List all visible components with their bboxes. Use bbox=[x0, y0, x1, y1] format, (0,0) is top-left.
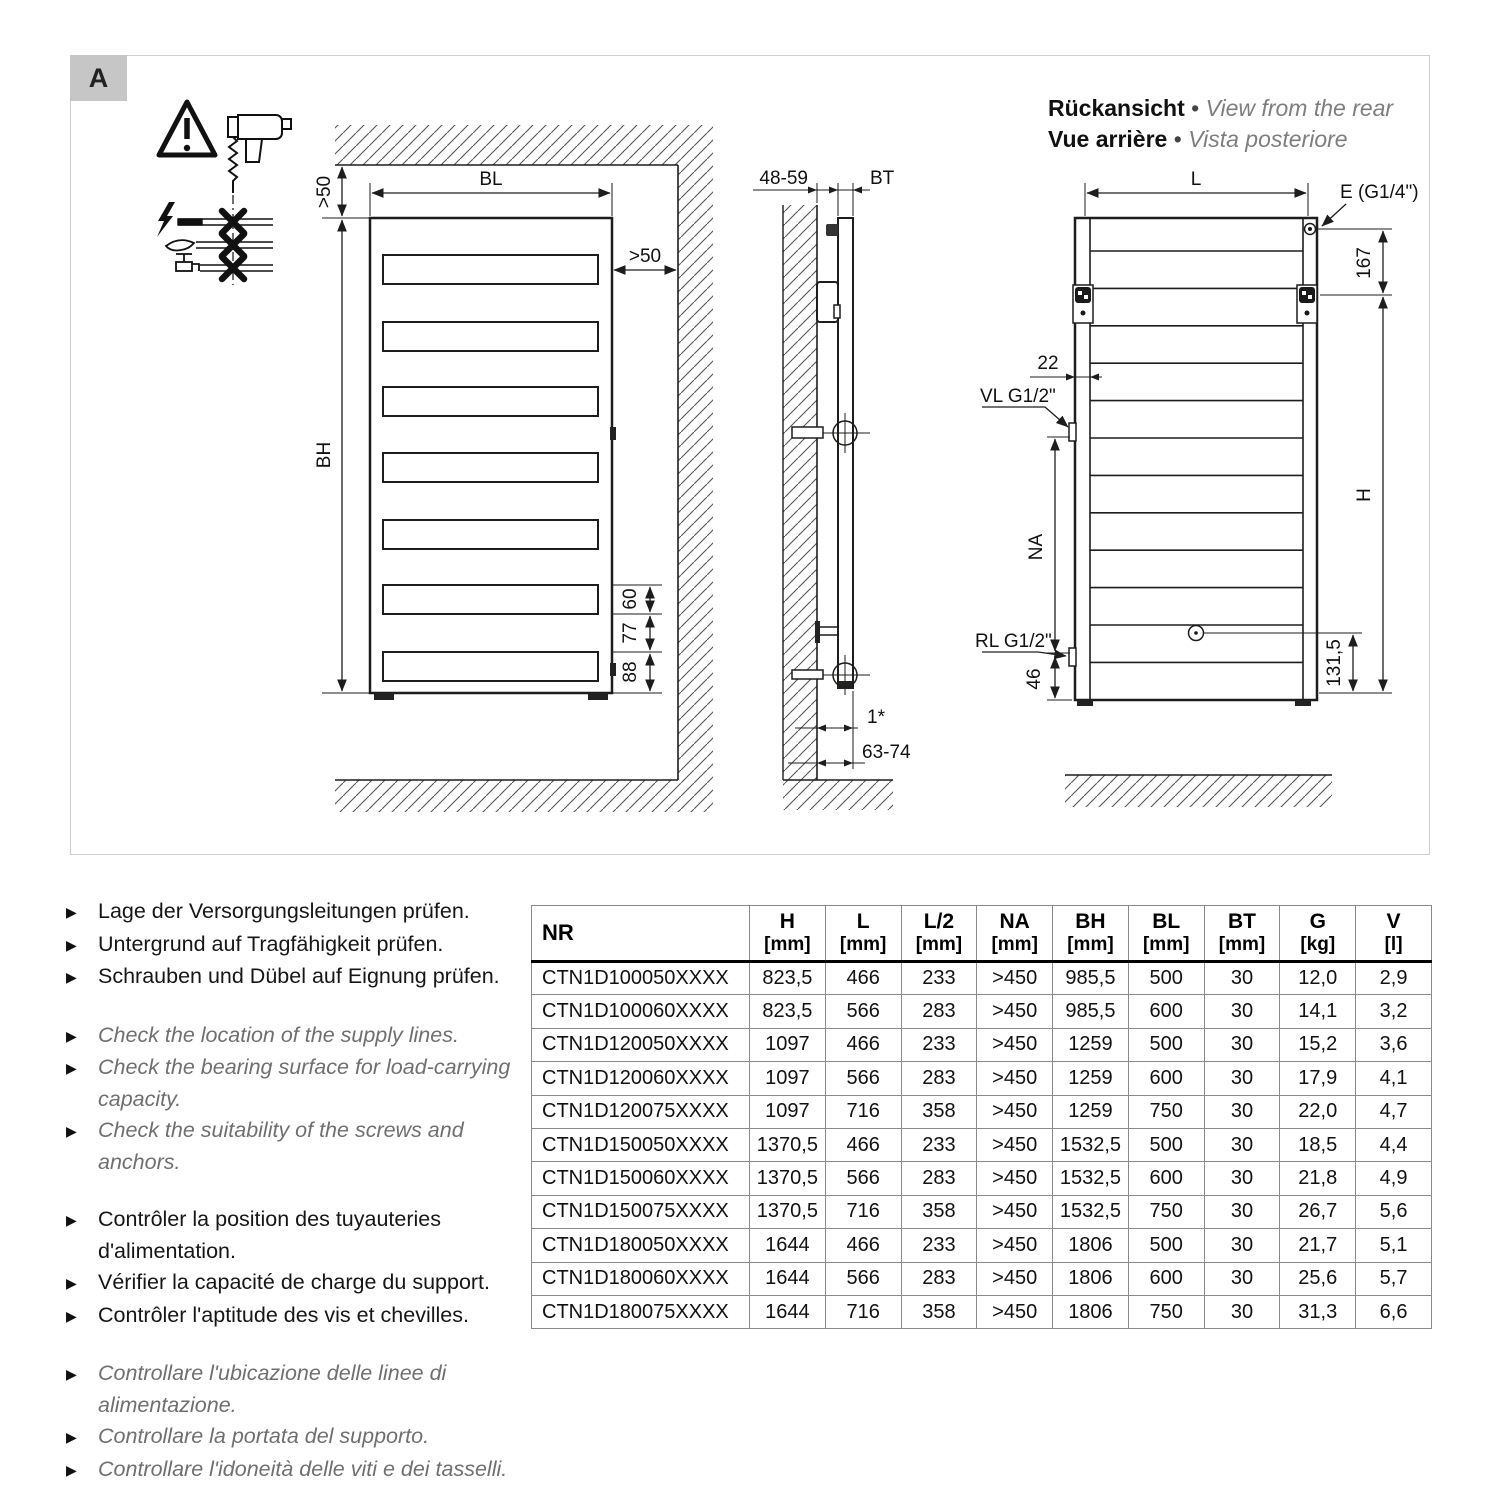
warning-icons bbox=[157, 102, 291, 285]
table-row bbox=[532, 995, 1432, 1028]
wall-pipe-stub-lower bbox=[792, 670, 823, 679]
value-cell: 566 bbox=[825, 995, 901, 1028]
column-header-na: NA [mm] bbox=[977, 906, 1053, 962]
value-cell: 3,2 bbox=[1356, 995, 1432, 1028]
panel-label: A bbox=[70, 55, 127, 101]
model-number-cell: CTN1D180050XXXX bbox=[532, 1229, 750, 1262]
value-cell: 1370,5 bbox=[750, 1195, 826, 1228]
wall-section-hatch bbox=[783, 205, 817, 780]
bullet-triangle-icon: ▶ bbox=[66, 1366, 77, 1382]
spec-table-header-row bbox=[532, 906, 1432, 962]
value-cell: 4,1 bbox=[1356, 1062, 1432, 1095]
value-cell: 5,6 bbox=[1356, 1195, 1432, 1228]
value-cell: 500 bbox=[1128, 1229, 1204, 1262]
value-cell: 5,7 bbox=[1356, 1262, 1432, 1295]
model-number-cell: CTN1D180075XXXX bbox=[532, 1295, 750, 1328]
value-cell: 466 bbox=[825, 1128, 901, 1161]
value-cell: >450 bbox=[977, 1128, 1053, 1161]
instruction-item bbox=[66, 929, 536, 962]
instruction-item bbox=[66, 1421, 536, 1454]
table-row bbox=[532, 1062, 1432, 1095]
floor-hatch bbox=[335, 780, 713, 812]
caption-separator: • bbox=[1173, 126, 1182, 152]
bullet-triangle-icon: ▶ bbox=[66, 1123, 77, 1139]
value-cell: 750 bbox=[1128, 1195, 1204, 1228]
dim-top-clearance-label: >50 bbox=[314, 175, 335, 209]
value-cell: 1532,5 bbox=[1053, 1195, 1129, 1228]
value-cell: 3,6 bbox=[1356, 1028, 1432, 1061]
table-row bbox=[532, 1028, 1432, 1061]
instruction-group-de bbox=[66, 896, 536, 994]
rear-view-caption bbox=[1048, 93, 1393, 155]
mounting-bracket-right bbox=[1297, 285, 1317, 323]
spec-table-container bbox=[531, 905, 1432, 1329]
front-bar bbox=[383, 255, 598, 284]
value-cell: 358 bbox=[901, 1095, 977, 1128]
instruction-group-it bbox=[66, 1358, 536, 1486]
value-cell: >450 bbox=[977, 995, 1053, 1028]
column-header-bh: BH [mm] bbox=[1053, 906, 1129, 962]
value-cell: 466 bbox=[825, 1229, 901, 1262]
table-row bbox=[532, 1195, 1432, 1228]
side-view bbox=[753, 168, 911, 810]
value-cell: 1644 bbox=[750, 1262, 826, 1295]
value-cell: 22,0 bbox=[1280, 1095, 1356, 1128]
dim-bl-label: BL bbox=[479, 169, 503, 190]
instruction-item bbox=[66, 1358, 536, 1421]
value-cell: 1644 bbox=[750, 1229, 826, 1262]
instruction-group-en bbox=[66, 1020, 536, 1179]
instruction-item bbox=[66, 1052, 536, 1115]
value-cell: 566 bbox=[825, 1062, 901, 1095]
value-cell: >450 bbox=[977, 1262, 1053, 1295]
dim-l-label: L bbox=[1190, 169, 1202, 190]
model-number-cell: CTN1D150060XXXX bbox=[532, 1162, 750, 1195]
table-row bbox=[532, 1229, 1432, 1262]
instruction-item bbox=[66, 896, 536, 929]
value-cell: 283 bbox=[901, 1062, 977, 1095]
instruction-item bbox=[66, 1300, 536, 1333]
dim-bh-label: BH bbox=[314, 441, 335, 469]
value-cell: 823,5 bbox=[750, 962, 826, 995]
column-header-l: L [mm] bbox=[825, 906, 901, 962]
value-cell: 4,7 bbox=[1356, 1095, 1432, 1128]
value-cell: 1259 bbox=[1053, 1028, 1129, 1061]
value-cell: 1532,5 bbox=[1053, 1162, 1129, 1195]
instruction-text: Contrôler la position des tuyauteries d'alimentation. bbox=[98, 1207, 441, 1263]
value-cell: 1097 bbox=[750, 1028, 826, 1061]
instruction-text: Controllare l'ubicazione delle linee di alimentazione. bbox=[98, 1361, 447, 1417]
bullet-triangle-icon: ▶ bbox=[66, 936, 77, 953]
value-cell: 30 bbox=[1204, 1162, 1280, 1195]
wall-hatch bbox=[678, 165, 713, 780]
return-connection bbox=[1069, 648, 1076, 666]
value-cell: 750 bbox=[1128, 1095, 1204, 1128]
vent-label: E (G1/4") bbox=[1340, 182, 1419, 203]
value-cell: 600 bbox=[1128, 1262, 1204, 1295]
value-cell: 30 bbox=[1204, 1028, 1280, 1061]
value-cell: 1806 bbox=[1053, 1262, 1129, 1295]
front-bar bbox=[383, 585, 598, 614]
value-cell: 600 bbox=[1128, 1162, 1204, 1195]
value-cell: 26,7 bbox=[1280, 1195, 1356, 1228]
model-number-cell: CTN1D120075XXXX bbox=[532, 1095, 750, 1128]
instruction-group-fr bbox=[66, 1204, 536, 1332]
caption-fr: Vue arrière bbox=[1048, 126, 1168, 152]
value-cell: 2,9 bbox=[1356, 962, 1432, 995]
instruction-text: Controllare l'idoneità delle viti e dei tasselli. bbox=[98, 1456, 508, 1481]
value-cell: 566 bbox=[825, 1162, 901, 1195]
value-cell: 4,4 bbox=[1356, 1128, 1432, 1161]
value-cell: 1806 bbox=[1053, 1295, 1129, 1328]
value-cell: 233 bbox=[901, 1028, 977, 1061]
value-cell: 500 bbox=[1128, 1028, 1204, 1061]
side-tab bbox=[610, 663, 616, 676]
front-bar bbox=[383, 453, 598, 482]
value-cell: >450 bbox=[977, 1062, 1053, 1095]
faucet-icon bbox=[176, 254, 199, 271]
value-cell: 17,9 bbox=[1280, 1062, 1356, 1095]
front-bar bbox=[383, 322, 598, 351]
value-cell: 30 bbox=[1204, 1262, 1280, 1295]
dim-88-label: 88 bbox=[620, 661, 641, 683]
radiator-foot bbox=[374, 693, 394, 700]
value-cell: 233 bbox=[901, 1229, 977, 1262]
table-row bbox=[532, 1095, 1432, 1128]
bullet-triangle-icon: ▶ bbox=[66, 1461, 77, 1478]
column-header-l2: L/2 [mm] bbox=[901, 906, 977, 962]
bullet-triangle-icon: ▶ bbox=[66, 1275, 77, 1291]
caption-line-2 bbox=[1048, 124, 1393, 155]
vent-side-fitting bbox=[826, 224, 838, 236]
dim-77-label: 77 bbox=[620, 622, 641, 644]
instruction-text: Contrôler l'aptitude des vis et chevilles. bbox=[98, 1302, 469, 1327]
value-cell: 1097 bbox=[750, 1095, 826, 1128]
value-cell: 30 bbox=[1204, 1062, 1280, 1095]
dim-wall-distance-label: 48-59 bbox=[759, 168, 808, 189]
value-cell: 31,3 bbox=[1280, 1295, 1356, 1328]
column-header-bl: BL [mm] bbox=[1128, 906, 1204, 962]
table-row bbox=[532, 962, 1432, 995]
caption-en: View from the rear bbox=[1205, 95, 1394, 121]
value-cell: 985,5 bbox=[1053, 962, 1129, 995]
instruction-text: Controllare la portata del supporto. bbox=[98, 1424, 430, 1448]
column-header-v: V [l] bbox=[1356, 906, 1432, 962]
instruction-item bbox=[66, 1115, 536, 1178]
bullet-triangle-icon: ▶ bbox=[66, 1429, 77, 1445]
dim-side-clearance-label: >50 bbox=[628, 246, 662, 267]
instruction-item bbox=[66, 1204, 536, 1267]
model-number-cell: CTN1D150050XXXX bbox=[532, 1128, 750, 1161]
value-cell: 1097 bbox=[750, 1062, 826, 1095]
value-cell: >450 bbox=[977, 1195, 1053, 1228]
value-cell: 5,1 bbox=[1356, 1229, 1432, 1262]
bullet-triangle-icon: ▶ bbox=[66, 969, 77, 985]
value-cell: 466 bbox=[825, 1028, 901, 1061]
value-cell: 716 bbox=[825, 1095, 901, 1128]
radiator-foot bbox=[1295, 700, 1311, 706]
value-cell: >450 bbox=[977, 1229, 1053, 1262]
column-header-g: G [kg] bbox=[1280, 906, 1356, 962]
dim-131-label: 131,5 bbox=[1324, 639, 1345, 687]
value-cell: 1370,5 bbox=[750, 1128, 826, 1161]
value-cell: 283 bbox=[901, 1262, 977, 1295]
dim-h-label: H bbox=[1354, 488, 1375, 502]
value-cell: 1532,5 bbox=[1053, 1128, 1129, 1161]
supply-connection bbox=[1069, 423, 1076, 441]
spec-table-body bbox=[532, 962, 1432, 1329]
instruction-text: Lage der Versorgungsleitungen prüfen. bbox=[98, 899, 470, 923]
bullet-triangle-icon: ▶ bbox=[66, 1027, 77, 1044]
instruction-lists bbox=[66, 896, 536, 1512]
value-cell: 566 bbox=[825, 1262, 901, 1295]
instruction-text: Schrauben und Dübel auf Eignung prüfen. bbox=[98, 964, 500, 988]
value-cell: 12,0 bbox=[1280, 962, 1356, 995]
dim-60-label: 60 bbox=[620, 588, 641, 610]
value-cell: 1259 bbox=[1053, 1095, 1129, 1128]
value-cell: 716 bbox=[825, 1195, 901, 1228]
value-cell: 4,9 bbox=[1356, 1162, 1432, 1195]
value-cell: 283 bbox=[901, 1162, 977, 1195]
table-row bbox=[532, 1162, 1432, 1195]
value-cell: 750 bbox=[1128, 1295, 1204, 1328]
value-cell: 1259 bbox=[1053, 1062, 1129, 1095]
model-number-cell: CTN1D120050XXXX bbox=[532, 1028, 750, 1061]
value-cell: 30 bbox=[1204, 1195, 1280, 1228]
value-cell: 14,1 bbox=[1280, 995, 1356, 1028]
instruction-item bbox=[66, 1020, 536, 1053]
value-cell: 823,5 bbox=[750, 995, 826, 1028]
value-cell: 466 bbox=[825, 962, 901, 995]
column-header-h: H [mm] bbox=[750, 906, 826, 962]
bullet-triangle-icon: ▶ bbox=[66, 1060, 77, 1076]
caption-de: Rückansicht bbox=[1048, 95, 1185, 121]
model-number-cell: CTN1D120060XXXX bbox=[532, 1062, 750, 1095]
supply-label: VL G1/2" bbox=[980, 386, 1056, 407]
flame-icon bbox=[166, 240, 194, 250]
value-cell: 1644 bbox=[750, 1295, 826, 1328]
wall-bracket-lower bbox=[815, 621, 820, 643]
table-row bbox=[532, 1262, 1432, 1295]
dim-46-label: 46 bbox=[1024, 668, 1045, 690]
front-bar bbox=[383, 652, 598, 681]
value-cell: 283 bbox=[901, 995, 977, 1028]
dim-bt-label: BT bbox=[870, 168, 895, 189]
value-cell: 30 bbox=[1204, 1229, 1280, 1262]
dim-22-label: 22 bbox=[1037, 353, 1059, 374]
floor-hatch bbox=[1065, 775, 1332, 807]
value-cell: 716 bbox=[825, 1295, 901, 1328]
dim-foot-label: 1* bbox=[867, 707, 885, 728]
model-number-cell: CTN1D100060XXXX bbox=[532, 995, 750, 1028]
ceiling-hatch bbox=[335, 125, 713, 165]
value-cell: 30 bbox=[1204, 962, 1280, 995]
value-cell: 233 bbox=[901, 1128, 977, 1161]
value-cell: 1370,5 bbox=[750, 1162, 826, 1195]
model-number-cell: CTN1D150075XXXX bbox=[532, 1195, 750, 1228]
table-row bbox=[532, 1128, 1432, 1161]
value-cell: >450 bbox=[977, 962, 1053, 995]
floor-hatch bbox=[783, 780, 893, 810]
radiator-foot bbox=[1077, 700, 1093, 706]
caption-line-1 bbox=[1048, 93, 1393, 124]
technical-drawing bbox=[70, 55, 1430, 855]
front-bar bbox=[383, 520, 598, 549]
bullet-triangle-icon: ▶ bbox=[66, 1307, 77, 1324]
dim-na-label: NA bbox=[1026, 533, 1047, 561]
wall-pipe-stub-upper bbox=[792, 427, 823, 438]
value-cell: >450 bbox=[977, 1295, 1053, 1328]
instruction-item bbox=[66, 1267, 536, 1300]
value-cell: 21,8 bbox=[1280, 1162, 1356, 1195]
drill-bit-icon bbox=[229, 137, 237, 193]
value-cell: >450 bbox=[977, 1162, 1053, 1195]
value-cell: 600 bbox=[1128, 1062, 1204, 1095]
value-cell: 500 bbox=[1128, 962, 1204, 995]
instruction-item bbox=[66, 1454, 536, 1487]
value-cell: 358 bbox=[901, 1295, 977, 1328]
instruction-text: Check the bearing surface for load-carrying capacity. bbox=[98, 1055, 511, 1111]
model-number-cell: CTN1D180060XXXX bbox=[532, 1262, 750, 1295]
model-number-cell: CTN1D100050XXXX bbox=[532, 962, 750, 995]
spec-table bbox=[531, 905, 1432, 1329]
value-cell: 30 bbox=[1204, 1295, 1280, 1328]
bullet-triangle-icon: ▶ bbox=[66, 1212, 77, 1228]
caption-it: Vista posteriore bbox=[1188, 126, 1348, 152]
instruction-text: Untergrund auf Tragfähigkeit prüfen. bbox=[98, 931, 444, 956]
instruction-text: Vérifier la capacité de charge du support. bbox=[98, 1270, 491, 1294]
bullet-triangle-icon: ▶ bbox=[66, 904, 77, 920]
value-cell: 25,6 bbox=[1280, 1262, 1356, 1295]
side-tab bbox=[610, 427, 616, 440]
value-cell: 30 bbox=[1204, 1095, 1280, 1128]
mounting-bracket-left bbox=[1073, 285, 1093, 323]
value-cell: 985,5 bbox=[1053, 995, 1129, 1028]
dim-167-label: 167 bbox=[1354, 247, 1375, 279]
radiator-foot bbox=[588, 693, 608, 700]
value-cell: 15,2 bbox=[1280, 1028, 1356, 1061]
front-view bbox=[314, 125, 713, 812]
caption-separator: • bbox=[1191, 95, 1200, 121]
value-cell: 21,7 bbox=[1280, 1229, 1356, 1262]
value-cell: >450 bbox=[977, 1028, 1053, 1061]
drill-icon bbox=[228, 115, 291, 193]
table-row bbox=[532, 1295, 1432, 1328]
instruction-item bbox=[66, 961, 536, 994]
value-cell: 6,6 bbox=[1356, 1295, 1432, 1328]
value-cell: 30 bbox=[1204, 995, 1280, 1028]
value-cell: 1806 bbox=[1053, 1229, 1129, 1262]
column-header-nr: NR bbox=[532, 906, 750, 962]
value-cell: 30 bbox=[1204, 1128, 1280, 1161]
front-bar bbox=[383, 387, 598, 416]
value-cell: >450 bbox=[977, 1095, 1053, 1128]
value-cell: 358 bbox=[901, 1195, 977, 1228]
instruction-text: Check the location of the supply lines. bbox=[98, 1022, 459, 1047]
lightning-icon bbox=[157, 202, 175, 237]
return-label: RL G1/2" bbox=[975, 631, 1052, 652]
rear-view bbox=[975, 169, 1419, 807]
value-cell: 600 bbox=[1128, 995, 1204, 1028]
value-cell: 500 bbox=[1128, 1128, 1204, 1161]
instruction-text: Check the suitability of the screws and anchors. bbox=[98, 1118, 464, 1174]
column-header-bt: BT [mm] bbox=[1204, 906, 1280, 962]
dim-pipe-distance-label: 63-74 bbox=[862, 742, 911, 763]
value-cell: 233 bbox=[901, 962, 977, 995]
value-cell: 18,5 bbox=[1280, 1128, 1356, 1161]
